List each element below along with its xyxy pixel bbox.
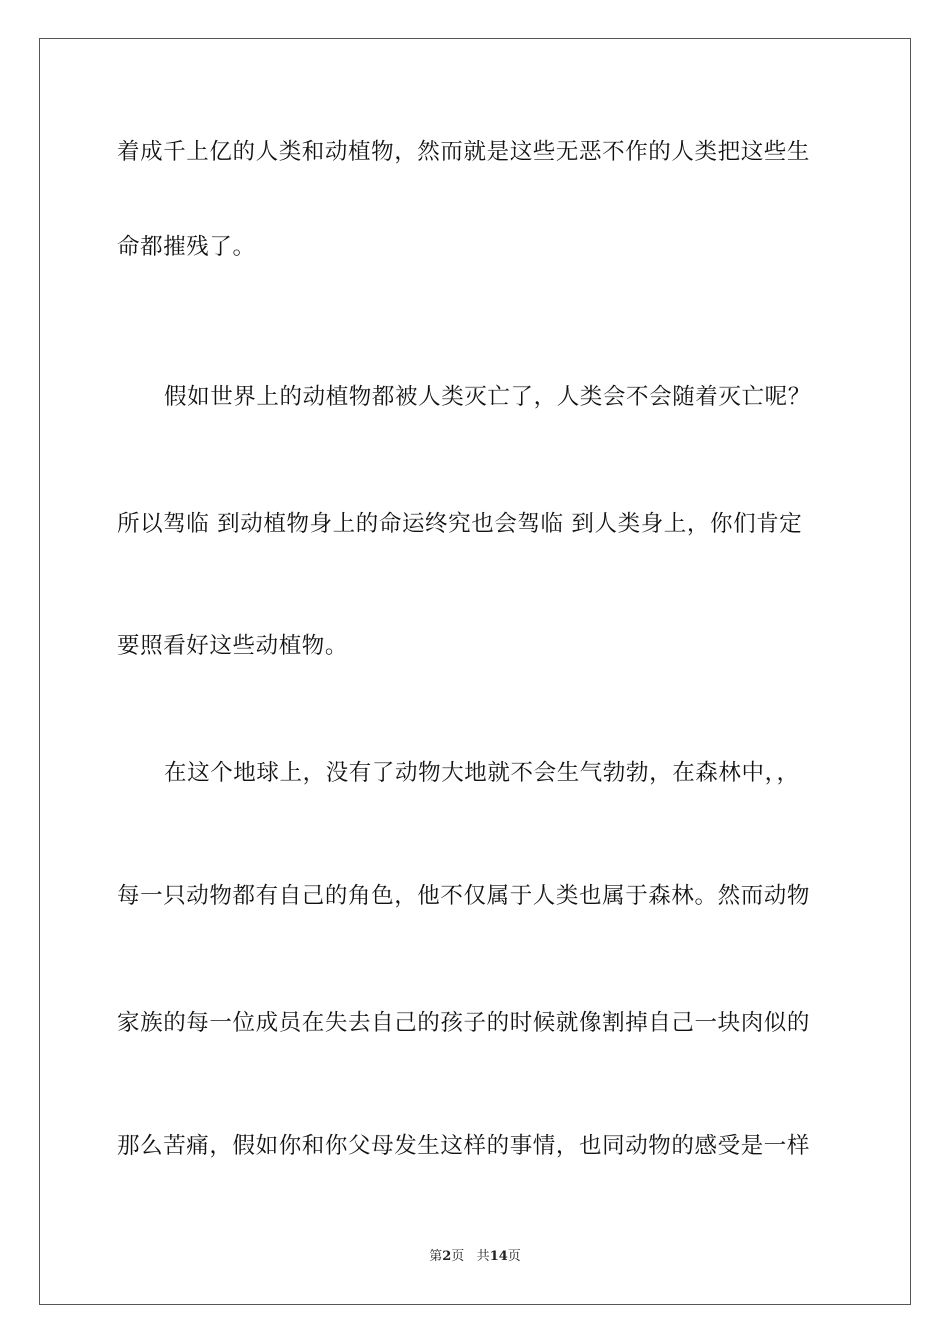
paragraph-line: 家族的每一位成员在失去自己的孩子的时候就像割掉自己一块肉似的 [117, 1010, 811, 1036]
page-suffix: 页 [451, 1249, 465, 1264]
page-border [39, 38, 911, 1305]
paragraph-line: 那么苦痛，假如你和你父母发生这样的事情，也同动物的感受是一样 [117, 1133, 811, 1159]
paragraph-line: 命都摧残了。 [117, 234, 256, 260]
paragraph-line: 所以驾临 到动植物身上的命运终究也会驾临 到人类身上，你们肯定 [117, 511, 803, 537]
total-suffix: 页 [507, 1249, 521, 1264]
total-pages: 14 [489, 1249, 508, 1264]
paragraph-line: 着成千上亿的人类和动植物，然而就是这些无恶不作的人类把这些生 [117, 139, 811, 165]
page-number: 2 [442, 1249, 452, 1264]
total-prefix: 共 [476, 1249, 490, 1264]
page-footer [0, 1248, 950, 1266]
paragraph-line: 每一只动物都有自己的角色，他不仅属于人类也属于森林。然而动物 [117, 883, 811, 909]
page-prefix: 第 [429, 1249, 443, 1264]
paragraph-line: 要照看好这些动植物。 [117, 633, 349, 659]
paragraph-line: 假如世界上的动植物都被人类灭亡了，人类会不会随着灭亡呢？ [164, 384, 811, 410]
paragraph-line: 在这个地球上，没有了动物大地就不会生气勃勃，在森林中，， [164, 760, 800, 786]
